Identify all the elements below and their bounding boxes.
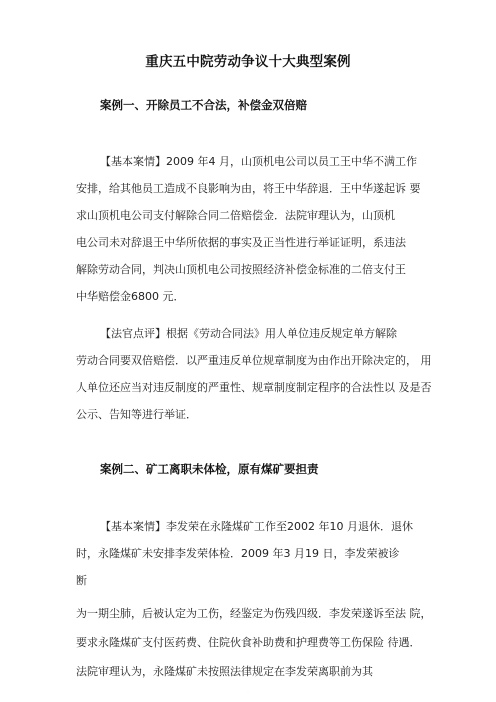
case2-basic-line: 断 [76, 574, 87, 587]
case2-basic-line: 时，永隆煤矿未安排李发荣体检．2009 年3 月19 日，李发荣被诊 [76, 547, 400, 560]
case2-basic-line: 法院审理认为，永隆煤矿未按照法律规定在李发荣离职前为其 [76, 665, 373, 678]
case2-basic-line: 为一期尘肺，后被认定为工伤，经鉴定为伤残四级．李发荣遂诉至法 院， [76, 607, 432, 620]
case1-comment-line: 劳动合同要双倍赔偿．以严重违反单位规章制度为由作出开除决定的， 用 [76, 354, 432, 367]
case1-comment-line: 【法官点评】根据《劳动合同法》用人单位违反规定单方解除 [100, 327, 397, 340]
case1-basic-line: 电公司未对辞退王中华所依据的事实及正当性进行举证证明，系违法 [76, 236, 406, 249]
document-title: 重庆五中院劳动争议十大典型案例 [145, 54, 351, 70]
case1-basic-line: 中华赔偿金6800 元． [76, 290, 185, 303]
case1-basic-line: 【基本案情】2009 年4 月，山顶机电公司以员工王中华不满工作 [100, 155, 417, 168]
case1-comment-line: 人单位还应当对违反制度的严重性、规章制度制定程序的合法性以 及是否 [76, 381, 432, 394]
footer-mark: · [247, 690, 249, 695]
case2-heading: 案例二、矿工离职未体检，原有煤矿要担责 [100, 462, 319, 476]
case1-comment-line: 公示、告知等进行举证． [76, 408, 197, 421]
case1-basic-line: 安排，给其他员工造成不良影响为由，将王中华辞退．王中华遂起诉 要 [76, 182, 421, 195]
case1-heading: 案例一、开除员工不合法，补偿金双倍赔 [100, 98, 307, 112]
case1-basic-line: 求山顶机电公司支付解除合同二倍赔偿金．法院审理认为，山顶机 [76, 209, 395, 222]
case1-basic-line: 解除劳动合同，判决山顶机电公司按照经济补偿金标准的二倍支付王 [76, 263, 406, 276]
case2-basic-line: 要求永隆煤矿支付医药费、住院伙食补助费和护理费等工伤保险 待遇． [76, 636, 421, 649]
case2-basic-line: 【基本案情】李发荣在永隆煤矿工作至2002 年10 月退休．退休 [100, 520, 413, 533]
